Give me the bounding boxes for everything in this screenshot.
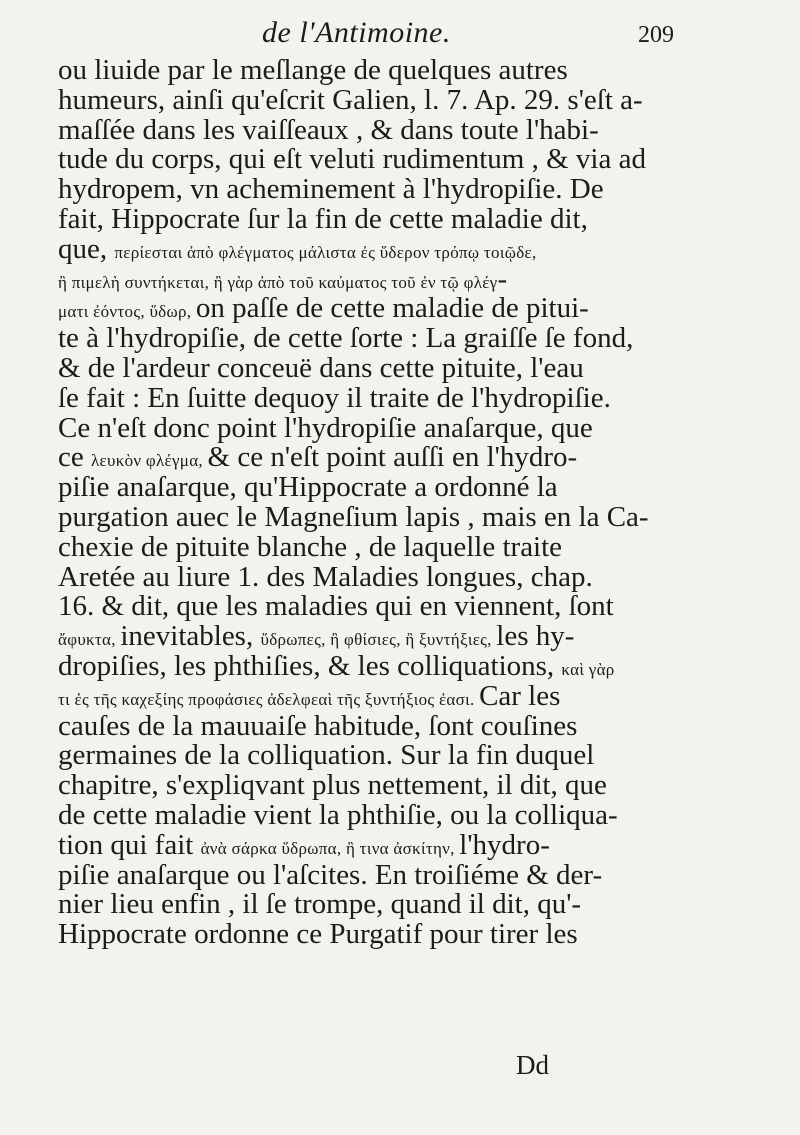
text-line: ce λευκὸν φλέγμα, & ce n'eſt point auſſi en l'hydro- <box>58 441 578 474</box>
text-line: Aretée au liure 1. des Maladies longues, chap. <box>58 560 593 593</box>
text-line: germaines de la colliquation. Sur la fin duquel <box>58 739 595 772</box>
text-line: & de l'ardeur conceuë dans cette pituite, l'eau <box>58 351 584 384</box>
text-line: piſie anaſarque, qu'Hippocrate a ordonné la <box>58 471 558 504</box>
text-line: maſſée dans les vaiſſeaux , & dans toute l'habi- <box>58 113 599 146</box>
text-line: fait, Hippocrate ſur la fin de cette maladie dit, <box>58 202 588 235</box>
text-line: humeurs, ainſi qu'eſcrit Galien, l. 7. Ap. 29. s'eſt a- <box>58 83 643 116</box>
text-line: 16. & dit, que les maladies qui en viennent, ſont <box>58 590 614 623</box>
text-line: ou liuide par le meſlange de quelques autres <box>58 54 568 86</box>
text-line: de cette maladie vient la phthiſie, ou la colliqua- <box>58 798 618 831</box>
body-text <box>58 56 658 950</box>
text-line: chapitre, s'expliqvant plus nettement, il dit, que <box>58 769 607 802</box>
page-header <box>262 14 692 58</box>
text-line: ἄφυκτα, inevitables, ὕδρωπες, ἢ φθίσιες, ἢ ξυντήξιες, les hy- <box>58 620 575 653</box>
text-line: chexie de pituite blanche , de laquelle traite <box>58 530 563 563</box>
running-head: de l'Antimoine. <box>262 16 451 49</box>
text-line: ματι ἐόντος, ὕδωρ, on paſſe de cette maladie de pitui- <box>58 292 589 325</box>
text-line: ſe fait : En ſuitte dequoy il traite de l'hydropiſie. <box>58 381 611 414</box>
text-line: hydropem, vn acheminement à l'hydropiſie. De <box>58 173 604 206</box>
catchword: Dd <box>516 1050 549 1080</box>
text-line: tude du corps, qui eſt veluti rudimentum , & via ad <box>58 143 646 176</box>
text-line: nier lieu enfin , il ſe trompe, quand il dit, qu'- <box>58 888 582 921</box>
text-line: tion qui fait ἀνὰ σάρκα ὕδρωπα, ἢ τινα ἀσκίτην, l'hydro- <box>58 828 550 861</box>
text-line: τι ἐς τῆς καχεξίης προφάσιες ἀδελφεαὶ τῆς ξυντήξιος ἐασι. Car les <box>58 679 561 712</box>
text-line: cauſes de la mauuaiſe habitude, ſont couſines <box>58 709 578 742</box>
text-line: que, περίεσται ἀπὸ φλέγματος μάλιστα ἐς ὕδερον τρόπῳ τοιῷδε, <box>58 232 537 265</box>
text-line: ἢ πιμελὴ συντήκεται, ἢ γὰρ ἀπὸ τοῦ καύματος τοῦ ἐν τῷ φλέγ- <box>58 262 508 295</box>
text-line: dropiſies, les phthiſies, & les colliquations, καὶ γὰρ <box>58 649 615 682</box>
text-line: purgation auec le Magneſium lapis , mais en la Ca- <box>58 500 649 533</box>
text-line: Ce n'eſt donc point l'hydropiſie anaſarque, que <box>58 411 593 444</box>
text-line: Hippocrate ordonne ce Purgatif pour tirer les <box>58 918 578 951</box>
page-number: 209 <box>638 22 674 48</box>
text-line: piſie anaſarque ou l'aſcites. En troiſiéme & der- <box>58 858 603 891</box>
text-line: te à l'hydropiſie, de cette ſorte : La graiſſe ſe fond, <box>58 322 634 355</box>
